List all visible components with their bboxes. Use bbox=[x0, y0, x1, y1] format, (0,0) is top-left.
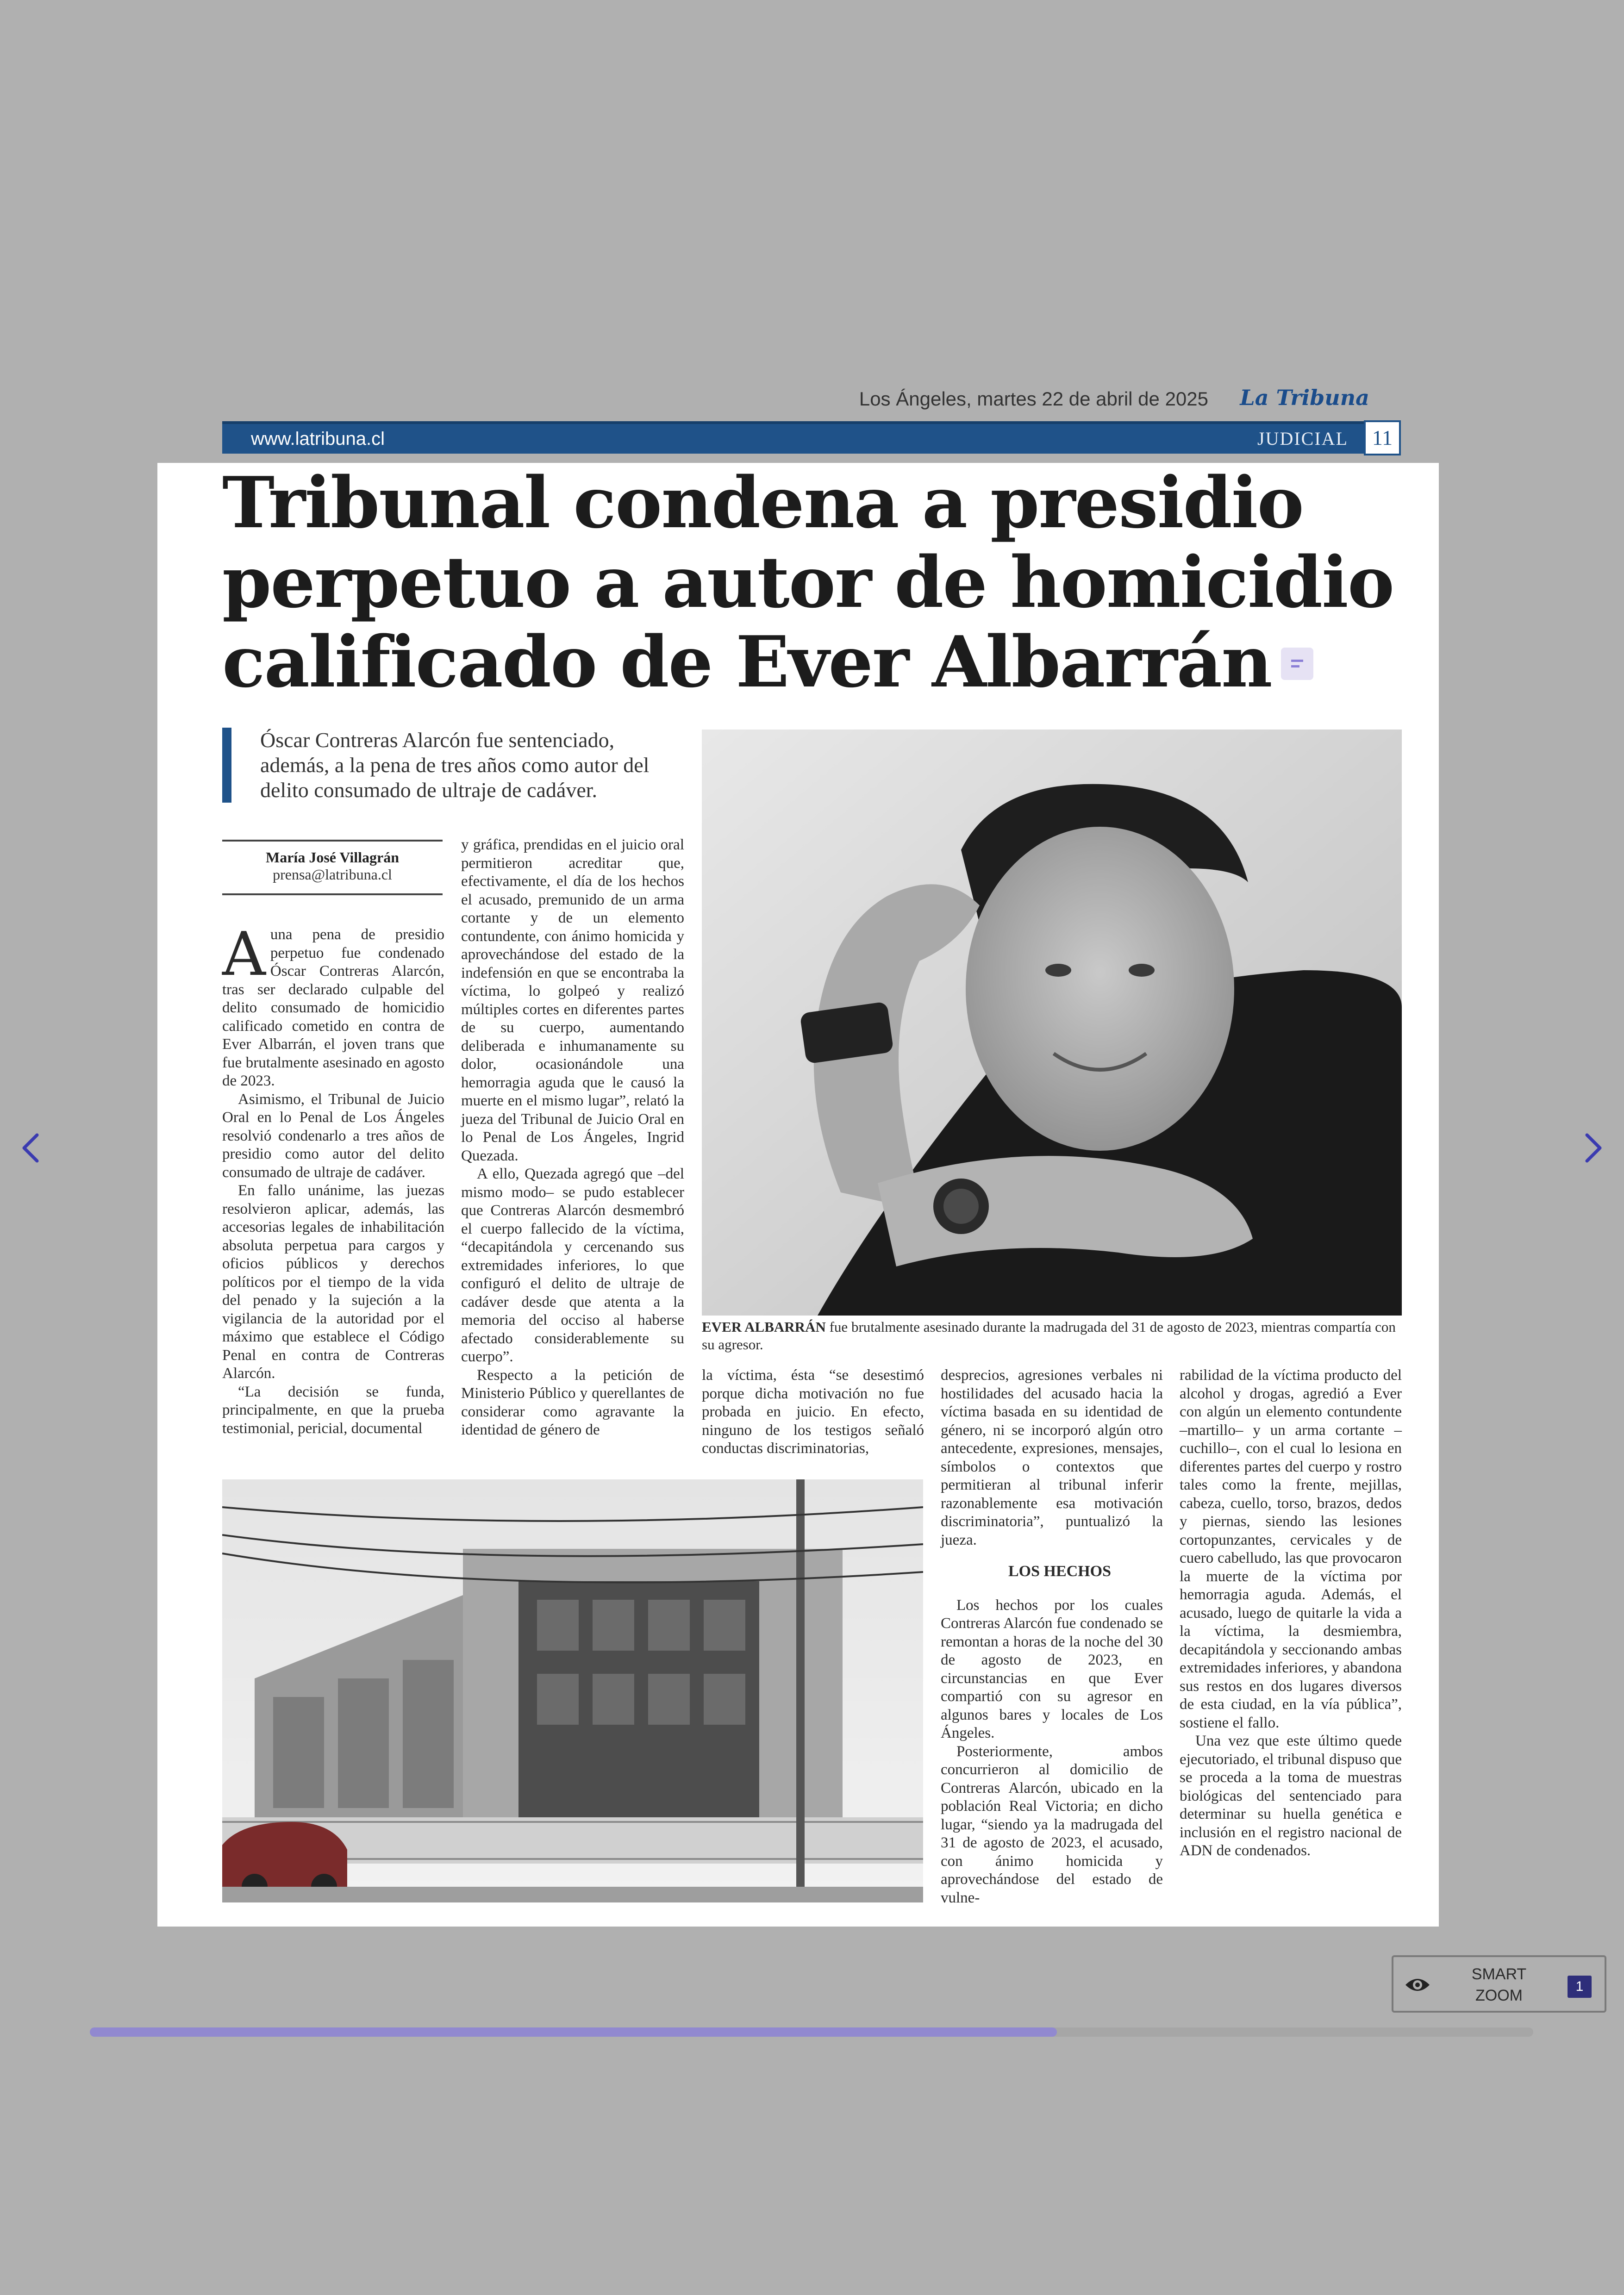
section-bar bbox=[222, 421, 1401, 454]
paragraph: rabilidad de la víctima producto del alcohol y drogas, agredió a Ever con algún un elemento contundente –martillo– y un arma cortante –cuchillo–, con el cual lo lesiona en diferentes partes del cuerpo y rostro tales como la frente, mejillas, cabeza, cuello, torso, brazos, dedos y piernas, siendo las lesiones cortopunzantes, cervicales y de cuero cabelludo, las que provocaron la muerte de la víctima por hemorragia aguda. Además, el acusado, luego de quitarle la vida a la víctima, la desmiembra, decapitándola y seccionando ambas extremidades inferiores, y abandona sus restos en dos lugares diversos de esta ciudad, en la vía pública”, sostiene el fallo. bbox=[1180, 1367, 1402, 1731]
photo-caption bbox=[702, 1318, 1402, 1353]
article-summary: Óscar Contreras Alarcón fue sentenciado, además, a la pena de tres años como autor del delito consumado de ultraje de cadáver. bbox=[222, 728, 676, 803]
article-column-2 bbox=[461, 836, 684, 1440]
smart-zoom-badge: 1 bbox=[1568, 1976, 1592, 1998]
issue-date: Los Ángeles, martes 22 de abril de 2025 bbox=[859, 388, 1208, 410]
drop-cap: A bbox=[222, 919, 266, 989]
paragraph: desprecios, agresiones verbales ni hostilidades del acusado hacia la víctima basada en su identidad de género, ni se incorporó algún otro antecedente, expresiones, mensajes, símbolos o contextos que permitieran al tribunal inferir razonablemente esa motivación discriminatoria”, puntualizó la jueza. bbox=[941, 1367, 1163, 1548]
caption-name: EVER ALBARRÁN bbox=[702, 1319, 826, 1335]
reading-progress-bar[interactable] bbox=[90, 2027, 1533, 2037]
article-column-4 bbox=[941, 1366, 1163, 1907]
masthead bbox=[222, 385, 1407, 411]
paragraph: Asimismo, el Tribunal de Juicio Oral en lo Penal de Los Ángeles resolvió condenarlo a tres años de presidio como autor del delito consumado de ultraje de cadáver. bbox=[222, 1091, 444, 1181]
note-icon[interactable] bbox=[1281, 648, 1313, 680]
article-column-1 bbox=[222, 919, 444, 1438]
paragraph: Una vez que este último quede ejecutoriado, el tribunal dispuso que se proceda a la toma de muestras biológicas del sentenciado para determinar su huella genética e inclusión en el registro nacional de ADN de condenados. bbox=[1180, 1733, 1402, 1859]
smart-zoom-button[interactable] bbox=[1392, 1955, 1606, 2013]
paragraph: En fallo unánime, las juezas resolvieron aplicar, además, las accesorias legales de inhabilitación absoluta perpetua para cargos y oficios públicos y derechos políticos por el tiempo de la vida del penado y la sujeción a la vigilancia de la autoridad por el máximo que establece el Código Penal en contra de Contreras Alarcón. bbox=[222, 1182, 444, 1382]
paragraph: “La decisión se funda, principalmente, en que la prueba testimonial, pericial, documental bbox=[222, 1383, 444, 1437]
article-column-3 bbox=[702, 1366, 924, 1458]
website-label: www.latribuna.cl bbox=[251, 429, 385, 449]
paragraph: Respecto a la petición de Ministerio Público y querellantes de considerar como agravante la identidad de género de bbox=[461, 1366, 684, 1438]
portrait-photo bbox=[702, 730, 1402, 1316]
page-number: 11 bbox=[1364, 420, 1401, 455]
article-headline bbox=[222, 463, 1426, 702]
newspaper-logo: La Tribuna bbox=[1240, 385, 1369, 410]
paragraph: y gráfica, prendidas en el juicio oral permitieron acreditar que, efectivamente, el día de los hechos el acusado, premunido de un arma cortante y de un elemento contundente, con ánimo homicida y aprovechándose del estado de la indefensión en que se encontraba la víctima, lo golpeó y realizó múltiples cortes en diferentes partes de su cuerpo, aumentando deliberada e inhumanamente su dolor, ocasionándole una hemorragia aguda que le causó la muerte en el mismo lugar”, relató la jueza del Tribunal de Juicio Oral en lo Penal de Los Ángeles, Ingrid Quezada. bbox=[461, 836, 684, 1164]
prev-page-icon[interactable] bbox=[13, 1129, 50, 1166]
caption-text: fue brutalmente asesinado durante la madrugada del 31 de agosto de 2023, mientras compartía con su agresor. bbox=[702, 1319, 1396, 1353]
paragraph: A ello, Quezada agregó que –del mismo modo– se pudo establecer que Contreras Alarcón desmembró el cuerpo fallecido de la víctima, “decapitándola y cercenando sus extremidades inferiores, lo que configuró el delito de ultraje de cadáver desde que atenta a la memoria del occiso al haberse afectado considerablemente su cuerpo”. bbox=[461, 1166, 684, 1365]
author-email: prensa@latribuna.cl bbox=[273, 866, 392, 883]
section-label: JUDICIAL bbox=[1257, 428, 1348, 449]
smart-zoom-label: SMART ZOOM bbox=[1471, 1965, 1527, 2004]
paragraph: la víctima, ésta “se desestimó porque dicha motivación no fue probada en juicio. En efecto, ninguno de los testigos señaló conductas discriminatorias, bbox=[702, 1367, 924, 1457]
byline bbox=[222, 840, 443, 895]
subheading: LOS HECHOS bbox=[1008, 1563, 1111, 1580]
article-column-5 bbox=[1180, 1366, 1402, 1860]
paragraph: Posteriormente, ambos concurrieron al domicilio de Contreras Alarcón, ubicado en la población Real Victoria; en dicho lugar, “siendo ya la madrugada del 31 de agosto de 2023, el acusado, con ánimo homicida y aprovechándose del estado de vulne- bbox=[941, 1743, 1163, 1906]
eye-icon bbox=[1404, 1973, 1431, 1997]
headline-text: Tribunal condena a presidio perpetuo a autor de homicidio calificado de Ever Albarrán bbox=[222, 461, 1394, 703]
author-name: María José Villagrán bbox=[266, 849, 399, 866]
courthouse-photo bbox=[222, 1479, 923, 1902]
next-page-icon[interactable] bbox=[1574, 1129, 1611, 1166]
reading-progress-fill bbox=[90, 2027, 1057, 2037]
paragraph: Auna pena de presidio perpetuo fue condenado Óscar Contreras Alarcón, tras ser declarado culpable del delito consumado de homicidio calificado cometido en contra de Ever Albarrán, el joven trans que fue brutalmente asesinado en agosto de 2023. bbox=[222, 919, 444, 1089]
paragraph: Los hechos por los cuales Contreras Alarcón fue condenado se remontan a horas de la noche del 30 de agosto de 2023, en circunstancias en que Ever compartió con su agresor en algunos bares y locales de Los Ángeles. bbox=[941, 1597, 1163, 1741]
